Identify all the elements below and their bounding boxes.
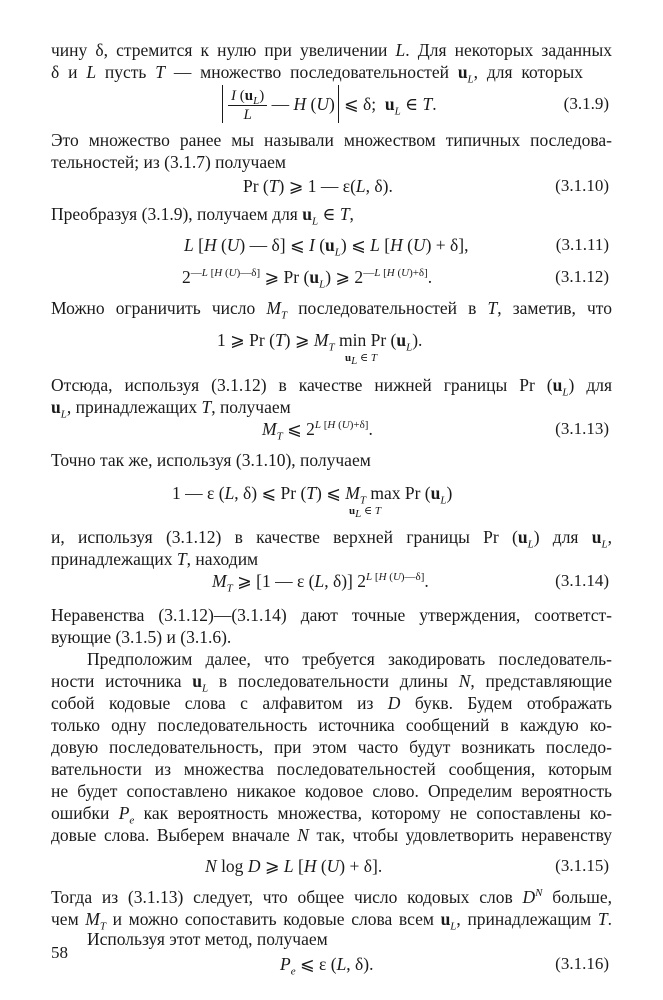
text-line: Это множество ранее мы называли множеством типичных последова- bbox=[51, 130, 612, 150]
equation-3-1-9-tail: ⩽ δ; $u_L$ ∈ T. bbox=[344, 94, 437, 118]
text-line: довую последовательность, при этом часто будут возникать последо- bbox=[51, 737, 612, 757]
equation-3-1-14: $M_T$ ⩾ [1 — ε (L, δ)] $2^{L [H (U)—\delta]}$. bbox=[212, 571, 429, 595]
equation-3-1-12: $2^{—L [H (U)—\delta]}$ ⩾ Pr $(u_L)$ ⩾ $2^{—L [H (U)+\delta]}$. bbox=[182, 267, 433, 291]
abs-bar-left bbox=[222, 85, 223, 123]
min-subscript: $u_L$ ∈ T bbox=[345, 352, 378, 368]
equation-number: (3.1.16) bbox=[555, 954, 609, 973]
equation-3-1-11: L [H (U) — δ] ⩽ I $(u_L)$ ⩽ L [H (U) + δ], bbox=[184, 235, 469, 259]
text-line: Используя этот метод, получаем bbox=[87, 929, 328, 949]
text-line: ошибки $P_e$ как вероятность множества, которому не сопоставлены ко- bbox=[51, 803, 612, 827]
max-subscript: $u_L$ ∈ T bbox=[349, 505, 382, 521]
text-line: Отсюда, используя (3.1.12) в качестве нижней границы Pr $(u_L)$ для bbox=[51, 375, 613, 399]
equation-number: (3.1.9) bbox=[563, 94, 609, 113]
text-line: Преобразуя (3.1.9), получаем для $u_L$ ∈ T, bbox=[51, 204, 354, 228]
page-number: 58 bbox=[51, 943, 68, 962]
text-line: Неравенства (3.1.12)—(3.1.14) дают точные утверждения, соответст- bbox=[51, 605, 612, 625]
equation-3-1-15: N log D ⩾ L [H (U) + δ]. bbox=[205, 856, 383, 876]
text-line: Предположим далее, что требуется закодировать последователь- bbox=[87, 649, 612, 669]
text-line: не будет сопоставлено никакое кодовое слово. Определим вероятность bbox=[51, 781, 612, 801]
equation-3-1-9: $\frac{I (u_L)}{L}$ — H (U) bbox=[228, 84, 335, 124]
equation-number: (3.1.11) bbox=[555, 235, 609, 254]
abs-bar-right bbox=[338, 85, 339, 123]
text-line: Точно так же, используя (3.1.10), получаем bbox=[51, 450, 371, 470]
text-line: тельностей; из (3.1.7) получаем bbox=[51, 152, 286, 172]
text-line: вующие (3.1.5) и (3.1.6). bbox=[51, 627, 232, 647]
equation-number: (3.1.13) bbox=[555, 419, 609, 438]
equation-3-1-16: $P_e$ ⩽ ε (L, δ). bbox=[280, 954, 374, 978]
text-line: довые слова. Выберем вначале N так, чтобы удовлетворить неравенству bbox=[51, 825, 612, 845]
text-line: чем $M_T$ и можно сопоставить кодовые слова всем $u_L$, принадлежащим T. bbox=[51, 909, 612, 933]
equation-unnumbered-2: 1 — ε (L, δ) ⩽ Pr (T) ⩽ $M_T$ max Pr $(u_L)$ bbox=[172, 483, 453, 507]
equation-number: (3.1.15) bbox=[555, 856, 609, 875]
equation-number: (3.1.12) bbox=[555, 267, 609, 286]
text-line: только одну последовательность источника сообщений в каждую ко- bbox=[51, 715, 612, 735]
text-line: собой кодовые слова с алфавитом из D букв. Будем отображать bbox=[51, 693, 612, 713]
equation-3-1-13: $M_T$ ⩽ $2^{L [H (U)+\delta]}$. bbox=[262, 419, 373, 443]
equation-unnumbered-1: 1 ⩾ Pr (T) ⩾ $M_T$ min Pr $(u_L)$. bbox=[217, 330, 423, 354]
text-line: вательности из множества последовательностей сообщения, которым bbox=[51, 759, 612, 779]
equation-3-1-10: Pr (T) ⩾ 1 — ε(L, δ). bbox=[243, 176, 393, 196]
equation-number: (3.1.10) bbox=[555, 176, 609, 195]
text-line: чину δ, стремится к нулю при увеличении L. Для некоторых заданных bbox=[51, 40, 612, 60]
text-line: Тогда из (3.1.13) следует, что общее число кодовых слов $D^N$ больше, bbox=[51, 887, 612, 907]
text-line: δ и L пусть T — множество последовательностей $u_L$, для которых bbox=[51, 62, 583, 86]
text-line: принадлежащих T, находим bbox=[51, 549, 259, 569]
text-line: и, используя (3.1.12) в качестве верхней границы Pr $(u_L)$ для $u_L$, bbox=[51, 527, 613, 551]
equation-number: (3.1.14) bbox=[555, 571, 609, 590]
text-line: $u_L$, принадлежащих T, получаем bbox=[51, 397, 291, 421]
text-line: ности источника $u_L$ в последовательности длины N, представляющие bbox=[51, 671, 612, 695]
text-line: Можно ограничить число $M_T$ последовательностей в T, заметив, что bbox=[51, 298, 612, 322]
